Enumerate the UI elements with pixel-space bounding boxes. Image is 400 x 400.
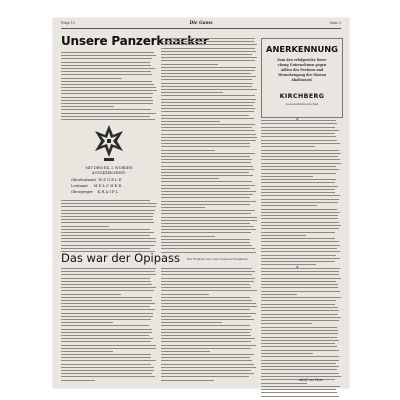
text-line (161, 204, 250, 205)
text-line (61, 332, 152, 333)
text-line (261, 146, 315, 147)
text-line (161, 108, 255, 109)
text-line (161, 118, 254, 119)
text-line (161, 191, 256, 192)
text-line (61, 271, 155, 272)
text-line (161, 287, 251, 288)
text-line (261, 251, 340, 252)
text-line (161, 223, 250, 224)
crew-rank: Oberleutnant (71, 178, 96, 182)
text-line (161, 194, 253, 195)
recognition-text: Menschengang der Sbavan (277, 73, 327, 77)
text-line (261, 320, 339, 321)
text-line (161, 217, 257, 218)
issue-number: Folge 10 (61, 21, 75, 25)
text-line (61, 229, 150, 230)
text-line (61, 278, 150, 279)
text-line (61, 329, 152, 330)
text-line (261, 360, 339, 361)
text-line (261, 304, 335, 305)
text-line (61, 351, 113, 352)
text-line (261, 150, 339, 151)
text-line (161, 294, 209, 295)
text-line (61, 303, 155, 304)
iron-cross-emblem (91, 121, 127, 165)
text-line (161, 278, 255, 279)
text-line (161, 79, 252, 80)
text-line (261, 215, 338, 216)
text-line (161, 300, 252, 301)
text-line (261, 218, 338, 219)
text-line (161, 332, 250, 333)
text-line (261, 274, 339, 275)
text-line (161, 325, 250, 326)
text-line (61, 52, 154, 53)
text-line (161, 70, 255, 71)
text-line (161, 274, 252, 275)
text-line (261, 261, 335, 262)
text-line (261, 245, 340, 246)
text-line (261, 241, 339, 242)
text-line (261, 228, 339, 229)
text-line (161, 373, 254, 374)
text-line (261, 130, 339, 131)
article-title: Unsere Panzerknacker (61, 34, 209, 48)
text-line (161, 115, 249, 116)
text-line (61, 306, 150, 307)
recognition-title: ANERKENNUNG (266, 44, 338, 54)
text-line (61, 232, 154, 233)
recognition-text: Zum den erfolgreiche Bren- (277, 58, 327, 62)
text-line (261, 195, 340, 196)
text-line (261, 235, 306, 236)
text-line (261, 222, 339, 223)
text-line (161, 188, 250, 189)
text-line (261, 337, 337, 338)
text-line (161, 281, 254, 282)
crew-rank: Leutnant (71, 184, 88, 188)
text-line (161, 51, 256, 52)
text-line (161, 210, 255, 211)
text-line (261, 258, 340, 259)
text-line (161, 44, 257, 45)
text-line (61, 364, 151, 365)
text-line (161, 83, 253, 84)
text-line (161, 376, 249, 377)
text-line (261, 366, 339, 367)
text-line (261, 363, 336, 364)
text-line (161, 166, 253, 167)
text-line (261, 140, 337, 141)
crew-entry (71, 190, 118, 194)
text-line (61, 106, 114, 107)
text-line (161, 367, 256, 368)
text-line (161, 169, 254, 170)
text-line (261, 136, 336, 137)
text-line (161, 357, 250, 358)
text-line (161, 41, 254, 42)
text-line (61, 119, 155, 120)
text-line (61, 235, 150, 236)
text-line (61, 74, 152, 75)
text-line (61, 200, 150, 201)
text-line (61, 93, 153, 94)
text-line (161, 319, 254, 320)
text-line (261, 369, 337, 370)
article-author: Adolf ran Hess (299, 378, 323, 382)
text-line (61, 206, 156, 207)
article-body-text (261, 120, 341, 397)
ornament-icon: ✽ (296, 117, 299, 121)
text-line (261, 153, 341, 154)
text-line (161, 130, 255, 131)
text-line (61, 345, 156, 346)
text-line (161, 73, 251, 74)
text-line (161, 162, 251, 163)
crew-entry (71, 178, 121, 182)
text-line (261, 278, 341, 279)
text-line (261, 127, 335, 128)
text-line (161, 95, 255, 96)
text-line (161, 156, 250, 157)
text-line (261, 268, 340, 269)
text-line (161, 137, 257, 138)
crew-name: M E L C H E R (93, 184, 122, 188)
text-line (261, 310, 339, 311)
text-line (161, 140, 256, 141)
crew-entry (71, 184, 121, 188)
text-line (161, 127, 252, 128)
text-line (261, 264, 316, 265)
article-body-text (61, 268, 157, 380)
text-line (61, 84, 154, 85)
text-line (61, 290, 154, 291)
text-line (261, 255, 336, 256)
text-line (61, 348, 156, 349)
recognition-signature: KIRCHBERG (279, 93, 325, 100)
text-line (161, 338, 255, 339)
text-line (161, 54, 252, 55)
text-line (261, 327, 337, 328)
text-line (161, 86, 252, 87)
text-line (161, 370, 251, 371)
text-line (261, 209, 337, 210)
text-line (261, 159, 340, 160)
text-line (161, 364, 254, 365)
text-line (61, 325, 149, 326)
text-line (161, 341, 251, 342)
text-line (161, 271, 255, 272)
text-line (261, 156, 338, 157)
article-body-text (61, 200, 157, 252)
text-line (61, 68, 155, 69)
text-line (61, 55, 156, 56)
award-notice-line: MIT DEM EK. I. WURDEN (85, 166, 133, 170)
text-line (161, 268, 252, 269)
crew-name: K R A I P L (97, 190, 119, 194)
award-notice-line: AUSGEZEICHNET: (91, 171, 127, 175)
text-line (61, 380, 95, 381)
text-line (261, 294, 297, 295)
text-line (261, 330, 338, 331)
text-line (61, 216, 153, 217)
text-line (161, 48, 255, 49)
text-line (161, 239, 250, 240)
text-line (61, 87, 156, 88)
text-line (161, 348, 251, 349)
text-line (61, 238, 156, 239)
text-line (61, 284, 152, 285)
text-line (261, 373, 339, 374)
ornament-icon: ✽ (296, 265, 299, 269)
text-line (61, 281, 151, 282)
text-line (261, 163, 341, 164)
text-line (261, 314, 338, 315)
text-line (261, 179, 336, 180)
text-line (161, 329, 252, 330)
text-line (161, 226, 254, 227)
text-line (261, 205, 317, 206)
text-line (61, 370, 154, 371)
text-line (261, 346, 337, 347)
text-line (261, 202, 338, 203)
text-line (161, 248, 255, 249)
text-line (261, 169, 339, 170)
text-line (161, 220, 257, 221)
text-line (261, 317, 341, 318)
text-line (61, 97, 152, 98)
recognition-text: Abalionsen! (291, 78, 313, 82)
text-line (261, 133, 335, 134)
text-line (261, 396, 339, 397)
text-line (161, 67, 256, 68)
text-line (161, 60, 255, 61)
text-line (61, 81, 152, 82)
text-line (161, 335, 251, 336)
text-line (61, 268, 156, 269)
text-line (61, 354, 151, 355)
text-line (261, 287, 338, 288)
text-line (61, 109, 151, 110)
text-line (61, 341, 151, 342)
text-line (261, 333, 338, 334)
text-line (161, 242, 250, 243)
text-line (61, 65, 151, 66)
text-line (261, 300, 336, 301)
text-line (161, 351, 210, 352)
running-header (61, 21, 341, 27)
text-line (161, 150, 215, 151)
text-line (261, 123, 337, 124)
text-line (61, 297, 152, 298)
text-line (61, 248, 150, 249)
text-line (161, 38, 255, 39)
text-line (161, 303, 256, 304)
text-line (161, 159, 252, 160)
text-line (261, 143, 340, 144)
text-line (261, 323, 312, 324)
article-title: Das war der Opipass (61, 251, 181, 265)
text-line (61, 309, 155, 310)
text-line (261, 248, 337, 249)
recognition-box (261, 38, 343, 118)
text-line (261, 284, 338, 285)
text-line (161, 92, 223, 93)
text-line (161, 181, 252, 182)
text-line (61, 113, 156, 114)
text-line (61, 287, 156, 288)
text-line (161, 322, 222, 323)
text-line (61, 274, 156, 275)
text-line (61, 357, 151, 358)
page-number: Seite 5 (329, 21, 341, 25)
text-line (161, 360, 252, 361)
text-line (61, 226, 109, 227)
text-line (161, 124, 255, 125)
text-line (161, 297, 250, 298)
text-line (261, 307, 338, 308)
text-line (61, 319, 151, 320)
text-line (61, 71, 151, 72)
text-line (161, 111, 254, 112)
text-line (61, 116, 150, 117)
text-line (61, 222, 154, 223)
text-line (161, 313, 256, 314)
text-line (61, 294, 121, 295)
text-line (61, 367, 154, 368)
text-line (261, 389, 336, 390)
text-line (261, 350, 339, 351)
text-line (161, 121, 220, 122)
text-line (261, 182, 335, 183)
text-line (261, 291, 340, 292)
text-line (161, 178, 219, 179)
text-line (61, 335, 149, 336)
crew-name: W E G E L E (98, 178, 122, 182)
text-line (161, 284, 250, 285)
text-line (261, 386, 340, 387)
text-line (161, 213, 251, 214)
text-line (61, 100, 153, 101)
text-line (161, 57, 257, 58)
text-line (161, 64, 218, 65)
text-line (161, 143, 250, 144)
text-line (61, 210, 155, 211)
text-line (61, 90, 157, 91)
text-line (61, 245, 155, 246)
publication-title: Die Gams (189, 20, 213, 26)
text-line (161, 345, 256, 346)
text-line (161, 175, 253, 176)
text-line (261, 232, 335, 233)
text-line (261, 166, 336, 167)
text-line (61, 360, 156, 361)
text-line (161, 197, 250, 198)
document-page (53, 18, 349, 388)
recognition-text: Aditva des Feuhosu und (280, 68, 324, 72)
text-line (61, 219, 153, 220)
recognition-signature-title: Generalfeldmarschall (285, 102, 319, 106)
text-line (261, 340, 339, 341)
text-line (261, 199, 339, 200)
recognition-text: cheng Unternehmen gegen (277, 63, 327, 67)
text-line (61, 313, 153, 314)
text-line (161, 102, 255, 103)
text-line (161, 153, 255, 154)
text-line (161, 245, 252, 246)
text-line (61, 373, 152, 374)
text-line (161, 99, 256, 100)
text-line (161, 232, 251, 233)
text-line (261, 212, 340, 213)
text-line (161, 380, 214, 381)
text-line (261, 271, 339, 272)
text-line (161, 236, 215, 237)
text-line (161, 354, 254, 355)
text-line (61, 376, 155, 377)
text-line (261, 186, 338, 187)
text-line (161, 229, 256, 230)
article-body-text (61, 52, 157, 120)
text-line (261, 392, 337, 393)
text-line (261, 192, 335, 193)
text-line (261, 176, 313, 177)
text-line (161, 290, 257, 291)
crew-rank: Obergreger (71, 190, 93, 194)
text-line (161, 76, 256, 77)
text-line (61, 78, 122, 79)
text-line (161, 134, 256, 135)
text-line (161, 105, 253, 106)
text-line (61, 62, 150, 63)
text-line (261, 353, 313, 354)
text-line (161, 146, 250, 147)
text-line (261, 189, 335, 190)
text-line (61, 322, 113, 323)
text-line (61, 58, 152, 59)
text-line (261, 173, 336, 174)
article-body-text (161, 268, 257, 380)
text-line (61, 300, 152, 301)
text-line (61, 213, 154, 214)
text-line (261, 383, 307, 384)
article-body-text (161, 38, 257, 252)
text-line (161, 201, 256, 202)
text-line (161, 207, 205, 208)
text-line (261, 225, 341, 226)
text-line (161, 306, 257, 307)
text-line (61, 241, 156, 242)
text-line (161, 316, 251, 317)
text-line (161, 89, 257, 90)
text-line (61, 316, 153, 317)
text-line (261, 281, 336, 282)
text-line (161, 309, 250, 310)
text-line (261, 343, 335, 344)
text-line (261, 356, 339, 357)
text-line (261, 376, 341, 377)
article-subtitle: Ein Erlebnis aus den Gemsen-Einsätzen (187, 257, 248, 261)
text-line (161, 172, 249, 173)
text-line (61, 338, 153, 339)
text-line (61, 103, 153, 104)
text-line (61, 203, 157, 204)
text-line (261, 297, 341, 298)
text-line (161, 185, 255, 186)
header-rule (61, 28, 341, 29)
text-line (261, 238, 335, 239)
